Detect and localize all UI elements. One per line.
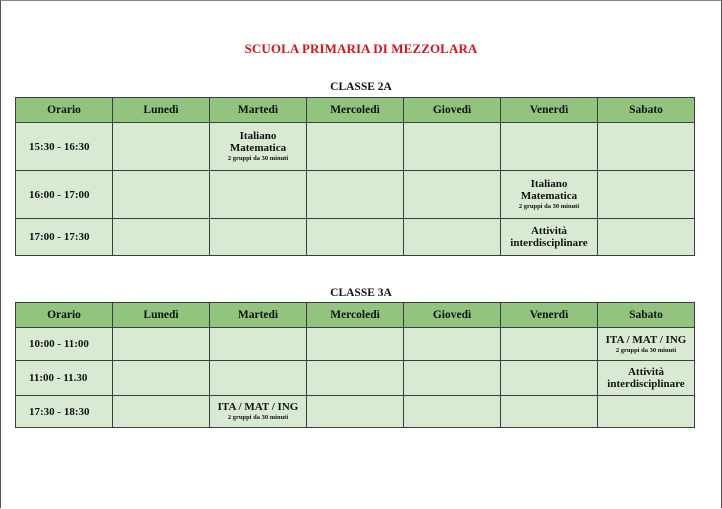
- cell-mercoledi: [307, 396, 404, 428]
- header-mercoledi: Mercoledì: [307, 98, 404, 123]
- cell-sabato: [598, 396, 695, 428]
- cell-mercoledi: [307, 171, 404, 219]
- subject-line: ITA / MAT / ING: [605, 333, 687, 346]
- cell-lunedi: [113, 123, 210, 171]
- time-cell: 10:00 - 11:00: [16, 328, 113, 361]
- time-cell: 11:00 - 11.30: [16, 361, 113, 396]
- activity-line: interdisciplinare: [607, 378, 685, 390]
- cell-giovedi: [404, 219, 501, 256]
- cell-venerdi: [501, 396, 598, 428]
- cell-lunedi: [113, 328, 210, 361]
- activity-line: Attività: [627, 366, 665, 378]
- cell-mercoledi: [307, 361, 404, 396]
- cell-martedi: [210, 396, 307, 428]
- cell-venerdi: [501, 123, 598, 171]
- cell-venerdi: [501, 219, 598, 256]
- cell-sabato: [598, 171, 695, 219]
- cell-lunedi: [113, 171, 210, 219]
- cell-sabato: [598, 361, 695, 396]
- header-orario: Orario: [16, 303, 113, 328]
- subject-line: Matematica: [229, 142, 287, 154]
- group-note: 2 gruppi da 30 minuti: [518, 203, 580, 210]
- cell-sabato: [598, 219, 695, 256]
- header-martedi: Martedì: [210, 98, 307, 123]
- cell-sabato: [598, 123, 695, 171]
- time-cell: 17:00 - 17:30: [16, 219, 113, 256]
- table-row: [16, 361, 695, 396]
- subject-line: Italiano: [530, 178, 568, 190]
- school-title: SCUOLA PRIMARIA DI MEZZOLARA: [244, 41, 478, 56]
- cell-martedi: [210, 361, 307, 396]
- header-sabato: Sabato: [598, 98, 695, 123]
- cell-mercoledi: [307, 219, 404, 256]
- header-martedi: Martedì: [210, 303, 307, 328]
- table-row: [16, 219, 695, 256]
- cell-lunedi: [113, 219, 210, 256]
- time-cell: 17:30 - 18:30: [16, 396, 113, 428]
- table-header-row: [16, 303, 695, 328]
- header-venerdi: Venerdì: [501, 303, 598, 328]
- table-row: [16, 171, 695, 219]
- subject-line: Matematica: [520, 190, 578, 202]
- group-note: 2 gruppi da 30 minuti: [227, 155, 289, 162]
- cell-giovedi: [404, 396, 501, 428]
- cell-venerdi: [501, 328, 598, 361]
- group-note: 2 gruppi da 30 minuti: [227, 414, 289, 421]
- header-giovedi: Giovedì: [404, 98, 501, 123]
- subject-line: Italiano: [239, 130, 277, 142]
- cell-venerdi: [501, 171, 598, 219]
- header-lunedi: Lunedì: [113, 98, 210, 123]
- header-mercoledi: Mercoledì: [307, 303, 404, 328]
- group-note: 2 gruppi da 30 minuti: [615, 346, 677, 354]
- cell-martedi: [210, 123, 307, 171]
- cell-giovedi: [404, 361, 501, 396]
- schedule-table-2a: [15, 97, 695, 256]
- cell-giovedi: [404, 123, 501, 171]
- header-sabato: Sabato: [598, 303, 695, 328]
- subject-line: ITA / MAT / ING: [217, 401, 299, 413]
- cell-venerdi: [501, 361, 598, 396]
- class-2a-title: CLASSE 2A: [330, 81, 392, 93]
- header-giovedi: Giovedì: [404, 303, 501, 328]
- class-3a-title: CLASSE 3A: [330, 287, 392, 299]
- table-header-row: [16, 98, 695, 123]
- cell-mercoledi: [307, 123, 404, 171]
- activity-line: Attività: [530, 225, 568, 237]
- cell-martedi: [210, 171, 307, 219]
- cell-lunedi: [113, 396, 210, 428]
- cell-giovedi: [404, 328, 501, 361]
- time-cell: 15:30 - 16:30: [16, 123, 113, 171]
- cell-lunedi: [113, 361, 210, 396]
- time-cell: 16:00 - 17:00: [16, 171, 113, 219]
- table-row: [16, 328, 695, 361]
- header-lunedi: Lunedì: [113, 303, 210, 328]
- table-row: [16, 123, 695, 171]
- header-venerdi: Venerdì: [501, 98, 598, 123]
- schedule-table-3a: [15, 302, 695, 428]
- cell-sabato: [598, 328, 695, 361]
- header-orario: Orario: [16, 98, 113, 123]
- cell-martedi: [210, 328, 307, 361]
- activity-line: interdisciplinare: [510, 237, 588, 249]
- table-row: [16, 396, 695, 428]
- cell-giovedi: [404, 171, 501, 219]
- cell-martedi: [210, 219, 307, 256]
- cell-mercoledi: [307, 328, 404, 361]
